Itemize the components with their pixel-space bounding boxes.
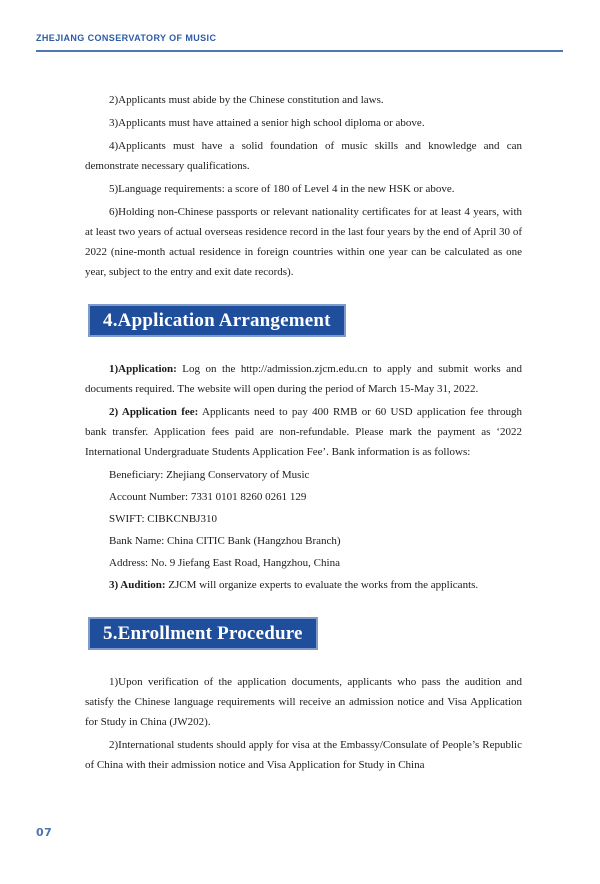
eligibility-item: 3)Applicants must have attained a senior high school diploma or above. [109,117,425,129]
doc-header [36,33,563,52]
bank-detail-line: Address: No. 9 Jiefang East Road, Hangzhou, China [109,557,340,569]
application-text: Log on the http://admission.zjcm.edu.cn to apply and submit works and documents required. The website will open during the period of March 15-May 31, 2022. [85,363,522,395]
page-content [85,90,522,778]
eligibility-item: 6)Holding non-Chinese passports or relevant nationality certificates for at least 4 years, with at least two years of actual overseas residence record in the last four years by the end of April 30 of 2022 (nine-month actual residence in foreign countries within one year can be calculated as one year, subject to the entry and exit date records). [85,206,522,278]
audition-label: 3) Audition: [109,579,166,591]
bank-detail-line: Beneficiary: Zhejiang Conservatory of Music [109,469,310,481]
eligibility-item: 5)Language requirements: a score of 180 of Level 4 in the new HSK or above. [109,183,455,195]
section-heading-enrollment-procedure: 5.Enrollment Procedure [88,617,318,650]
audition-text: ZJCM will organize experts to evaluate the works from the applicants. [165,579,479,591]
application-fee-text: Applicants need to pay 400 RMB or 60 USD application fee through bank transfer. Application fees paid are non-refundable. Please mark the payment as ‘2022 International Undergraduate Students Application Fee’. Bank information is as follows: [85,406,522,458]
enrollment-paragraph: 2)International students should apply for visa at the Embassy/Consulate of People’s Republic of China with their admission notice and Visa Application for Study in China [85,739,522,771]
application-fee-label: 2) Application fee: [109,406,199,418]
page-number: 07 [36,826,53,839]
enrollment-paragraph: 1)Upon verification of the application documents, applicants who pass the audition and satisfy the Chinese language requirements will receive an admission notice and Visa Application for Study in China (JW202). [85,676,522,728]
bank-detail-line: SWIFT: CIBKCNBJ310 [109,513,217,525]
eligibility-item: 2)Applicants must abide by the Chinese constitution and laws. [109,94,384,106]
bank-detail-line: Bank Name: China CITIC Bank (Hangzhou Branch) [109,535,341,547]
application-label: 1)Application: [109,363,177,375]
audition-paragraph [85,575,522,595]
bank-detail-line: Account Number: 7331 0101 8260 0261 129 [109,491,307,503]
section-heading-application-arrangement: 4.Application Arrangement [88,304,346,337]
doc-header-title: ZHEJIANG CONSERVATORY OF MUSIC [36,33,217,43]
application-fee-paragraph [85,402,522,462]
eligibility-item: 4)Applicants must have a solid foundation of music skills and knowledge and can demonstrate necessary qualifications. [85,140,522,172]
application-paragraph [85,359,522,399]
